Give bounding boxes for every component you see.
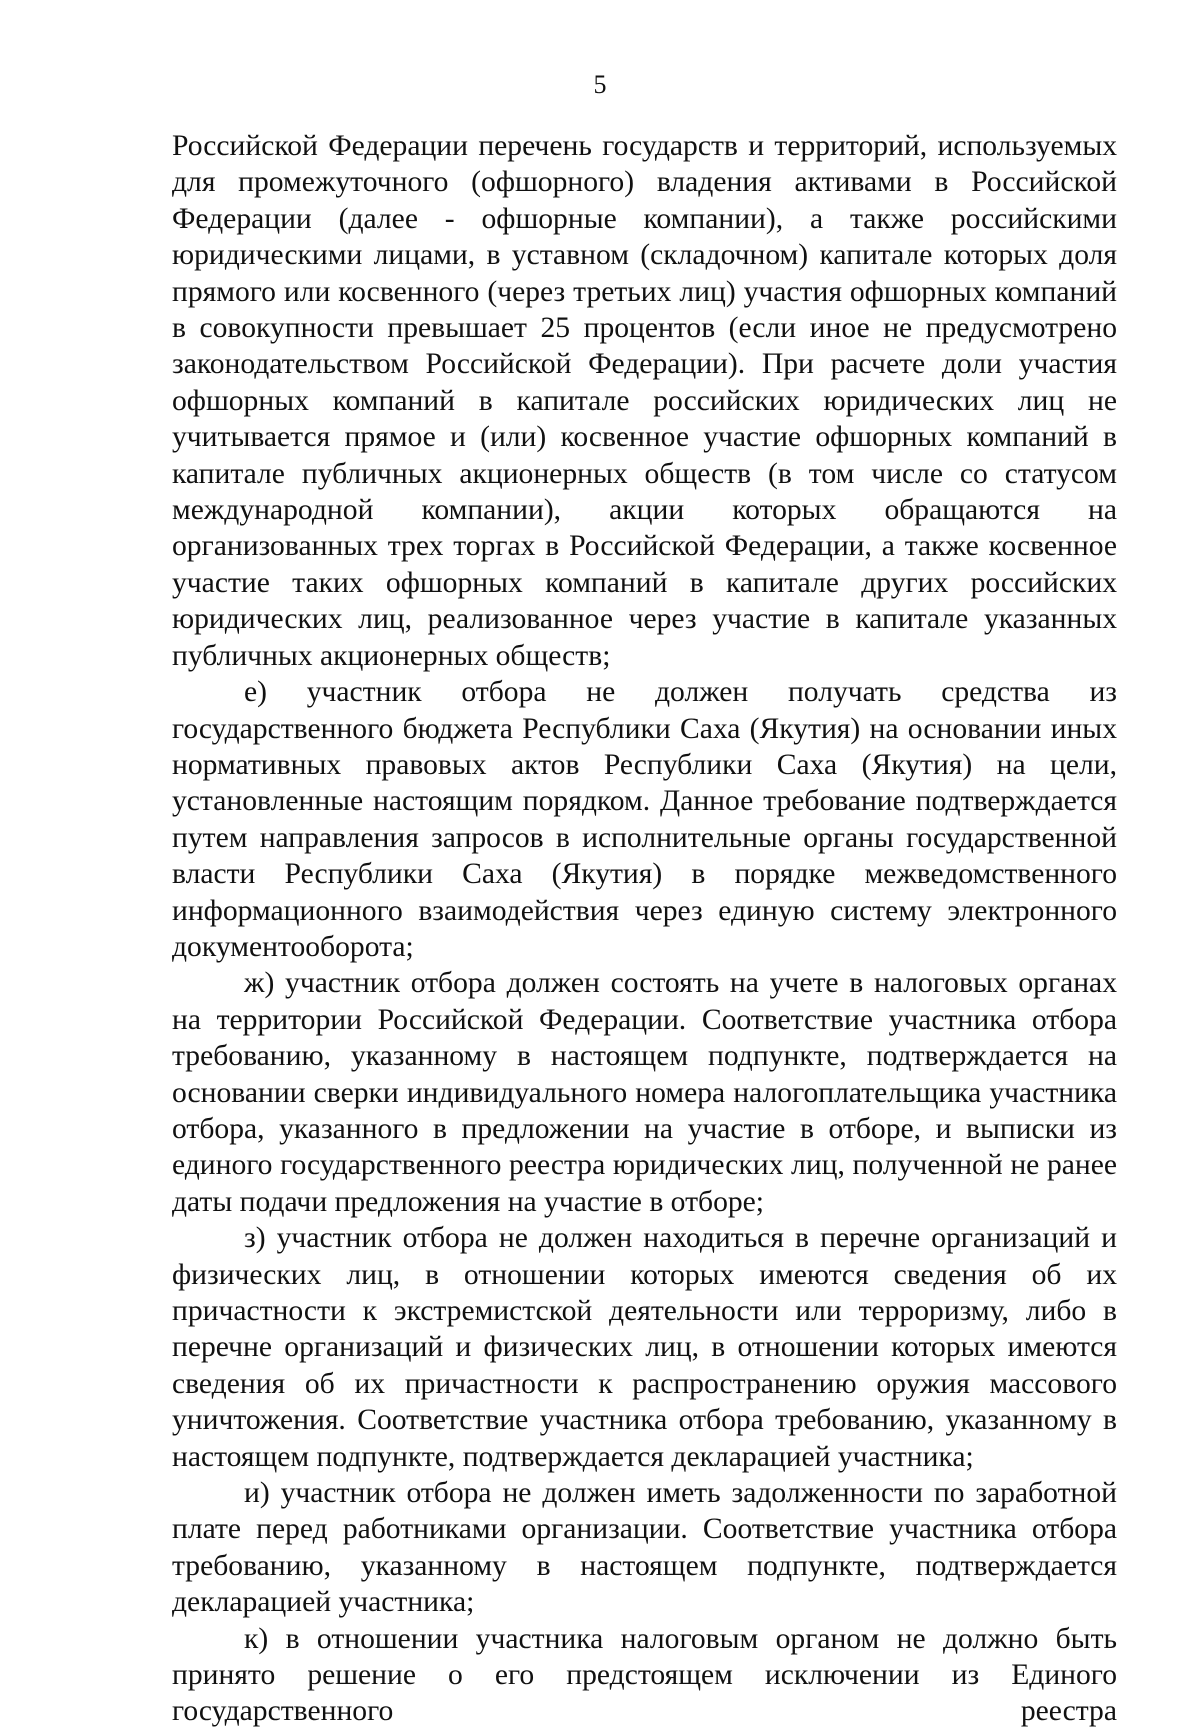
paragraph-item-k: к) в отношении участника налоговым органом не должно быть принято решение о его предстоящем исключении из Единого государственного реестра [172, 1622, 1117, 1728]
paragraph-item-zh: ж) участник отбора должен состоять на учете в налоговых органах на территории Российской Федерации. Соответствие участника отбора требованию, указанному в настоящем подпункте, подтверждается на основании сверки индивидуального номера налогоплательщика участника отбора, указанного в предложении на участие в отборе, и выписки из единого государственного реестра юридических лиц, полученной не ранее даты подачи предложения на участие в отборе; [172, 967, 1117, 1218]
paragraph-item-i: и) участник отбора не должен иметь задолженности по заработной плате перед работниками организации. Соответствие участника отбора требованию, указанному в настоящем подпункте, подтверждается декларацией участника; [172, 1477, 1117, 1619]
paragraph-offshore-continuation: Российской Федерации перечень государств и территорий, используемых для промежуточного (офшорного) владения активами в Российской Федерации (далее - офшорные компании), а также российскими юридическими лицами, в уставном (складочном) капитале которых доля прямого или косвенного (через третьих лиц) участия офшорных компаний в совокупности превышает 25 процентов (если иное не предусмотрено законодательством Российской Федерации). При расчете доли участия офшорных компаний в капитале российских юридических лиц не учитывается прямое и (или) косвенное участие офшорных компаний в капитале публичных акционерных обществ (в том числе со статусом международной компании), акции которых обращаются на организованных трех торгах в Российской Федерации, а также косвенное участие таких офшорных компаний в капитале других российских юридических лиц, реализованное через участие в капитале указанных публичных акционерных обществ; [172, 130, 1117, 672]
paragraph-item-z: з) участник отбора не должен находиться в перечне организаций и физических лиц, в отношении которых имеются сведения об их причастности к экстремистской деятельности или терроризму, либо в перечне организаций и физических лиц, в отношении которых имеются сведения об их причастности к распространению оружия массового уничтожения. Соответствие участника отбора требованию, указанному в настоящем подпункте, подтверждается декларацией участника; [172, 1222, 1117, 1473]
document-body [172, 128, 1117, 1730]
page-number: 5 [593, 70, 607, 99]
paragraph-item-e: е) участник отбора не должен получать средства из государственного бюджета Республики Саха (Якутия) на основании иных нормативных правовых актов Республики Саха (Якутия) на цели, установленные настоящим порядком. Данное требование подтверждается путем направления запросов в исполнительные органы государственной власти Республики Саха (Якутия) в порядке межведомственного информационного взаимодействия через единую систему электронного документооборота; [172, 676, 1117, 963]
